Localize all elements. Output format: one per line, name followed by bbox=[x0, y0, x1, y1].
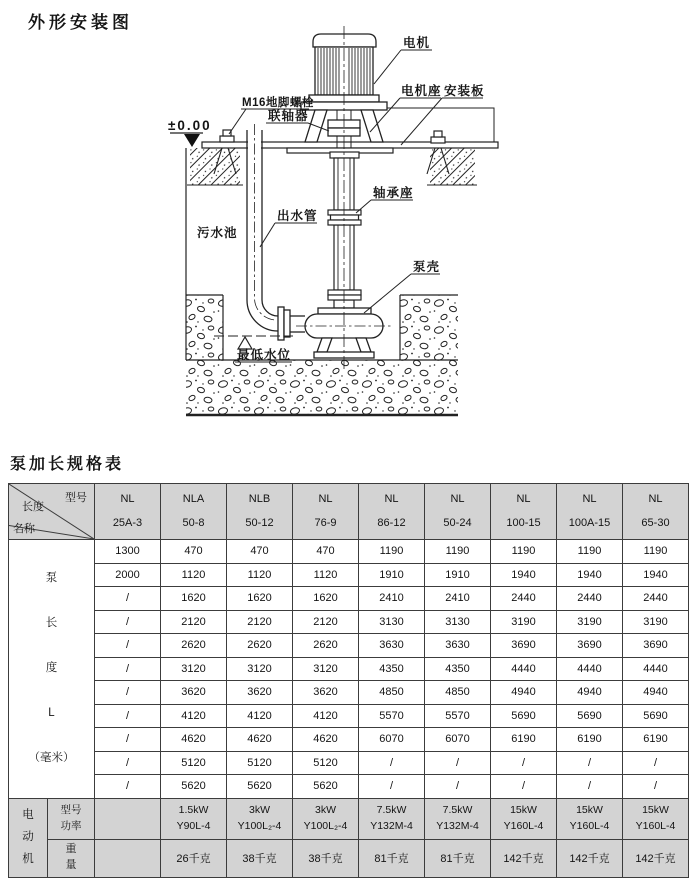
column-header: NLA 50-8 bbox=[161, 484, 227, 540]
length-cell: 1620 bbox=[227, 587, 293, 611]
bearing-seat-lower bbox=[328, 290, 361, 300]
length-cell: 2440 bbox=[557, 587, 623, 611]
length-cell: 3120 bbox=[293, 657, 359, 681]
length-cell: / bbox=[425, 751, 491, 775]
length-cell: / bbox=[359, 751, 425, 775]
table-row bbox=[9, 775, 689, 799]
motor-cap bbox=[313, 34, 376, 47]
length-cell: 3190 bbox=[491, 610, 557, 634]
outlet-pipe bbox=[247, 124, 305, 340]
length-cell: 3690 bbox=[491, 634, 557, 658]
column-header: NL 100-15 bbox=[491, 484, 557, 540]
casing-leg-left bbox=[317, 338, 332, 352]
leader-line bbox=[356, 200, 371, 213]
coupling-label: 联轴器 bbox=[268, 109, 309, 123]
length-cell: 6070 bbox=[425, 728, 491, 752]
weight-cell: 142千克 bbox=[491, 839, 557, 877]
length-cell: 1120 bbox=[293, 563, 359, 587]
header-name-label: 名称 bbox=[13, 523, 35, 535]
table-row bbox=[9, 704, 689, 728]
column-header: NL 76-9 bbox=[293, 484, 359, 540]
sewage-pool bbox=[186, 148, 458, 415]
length-cell: 3630 bbox=[425, 634, 491, 658]
length-cell: 470 bbox=[293, 540, 359, 564]
weight-cell bbox=[95, 839, 161, 877]
length-cell: / bbox=[557, 751, 623, 775]
table-row bbox=[9, 563, 689, 587]
length-cell: 1190 bbox=[623, 540, 689, 564]
power-cell: 15kW Y160L-4 bbox=[623, 798, 689, 839]
power-cell: 15kW Y160L-4 bbox=[557, 798, 623, 839]
power-cell: 1.5kW Y90L-4 bbox=[161, 798, 227, 839]
length-cell: 3120 bbox=[227, 657, 293, 681]
length-cell: 3120 bbox=[161, 657, 227, 681]
length-cell: 6190 bbox=[557, 728, 623, 752]
weight-cell: 38千克 bbox=[293, 839, 359, 877]
length-cell: 2440 bbox=[623, 587, 689, 611]
length-cell: / bbox=[623, 775, 689, 799]
power-cell: 3kW Y100L₂-4 bbox=[227, 798, 293, 839]
length-cell: 3630 bbox=[359, 634, 425, 658]
length-cell: 1940 bbox=[623, 563, 689, 587]
length-cell: 6190 bbox=[491, 728, 557, 752]
length-cell: 4440 bbox=[491, 657, 557, 681]
column-header: NLB 50-12 bbox=[227, 484, 293, 540]
table-row bbox=[9, 587, 689, 611]
bearing-seat-upper bbox=[328, 210, 361, 225]
length-cell: 3620 bbox=[227, 681, 293, 705]
bearing-seat-label: 轴承座 bbox=[373, 186, 414, 200]
length-cell: / bbox=[623, 751, 689, 775]
length-cell: 2620 bbox=[161, 634, 227, 658]
length-cell: 4620 bbox=[161, 728, 227, 752]
leader-line bbox=[374, 50, 401, 84]
weight-cell: 142千克 bbox=[623, 839, 689, 877]
length-cell: / bbox=[95, 587, 161, 611]
pump-casing-label: 泵壳 bbox=[413, 260, 441, 274]
length-cell: 4940 bbox=[623, 681, 689, 705]
power-cell: 7.5kW Y132M-4 bbox=[425, 798, 491, 839]
table-title: 泵加长规格表 bbox=[10, 456, 125, 473]
lowest-water-level-label: 最低水位 bbox=[237, 348, 292, 362]
length-cell: 1300 bbox=[95, 540, 161, 564]
length-cell: 3190 bbox=[557, 610, 623, 634]
ground-level-mark bbox=[170, 133, 203, 147]
length-cell: 5570 bbox=[359, 704, 425, 728]
length-cell: 2120 bbox=[293, 610, 359, 634]
pool-bottom-slab bbox=[186, 360, 458, 415]
length-cell: / bbox=[491, 775, 557, 799]
motor-power-row bbox=[9, 798, 689, 839]
length-cell: 5570 bbox=[425, 704, 491, 728]
length-cell: 5120 bbox=[161, 751, 227, 775]
length-cell: 5690 bbox=[623, 704, 689, 728]
length-cell: 4620 bbox=[293, 728, 359, 752]
shaft-column bbox=[328, 152, 361, 308]
length-cell: / bbox=[95, 681, 161, 705]
length-cell: 4940 bbox=[557, 681, 623, 705]
length-cell: 1940 bbox=[491, 563, 557, 587]
column-header: NL 100A-15 bbox=[557, 484, 623, 540]
length-cell: 1620 bbox=[161, 587, 227, 611]
pool-right-step bbox=[400, 295, 458, 360]
length-cell: / bbox=[359, 775, 425, 799]
table-row bbox=[9, 751, 689, 775]
length-cell: / bbox=[95, 751, 161, 775]
length-cell: 3130 bbox=[425, 610, 491, 634]
outlet-pipe-label: 出水管 bbox=[277, 209, 318, 223]
column-top-flange bbox=[330, 152, 359, 158]
power-row-label: 型号 功率 bbox=[48, 798, 95, 839]
length-cell: 2410 bbox=[425, 587, 491, 611]
length-cell: 1190 bbox=[425, 540, 491, 564]
length-cell: 4850 bbox=[359, 681, 425, 705]
length-cell: 1620 bbox=[293, 587, 359, 611]
discharge-flange bbox=[278, 307, 284, 340]
pool-left-ledge bbox=[186, 295, 223, 360]
length-cell: 1910 bbox=[359, 563, 425, 587]
table-row bbox=[9, 610, 689, 634]
diagonal-header-cell bbox=[9, 484, 95, 540]
length-cell: 1190 bbox=[359, 540, 425, 564]
casing-leg-right bbox=[356, 338, 371, 352]
column-header: NL 86-12 bbox=[359, 484, 425, 540]
length-cell: / bbox=[425, 775, 491, 799]
length-cell: 4440 bbox=[623, 657, 689, 681]
length-cell: 6190 bbox=[623, 728, 689, 752]
weight-cell: 26千克 bbox=[161, 839, 227, 877]
length-cell: 3190 bbox=[623, 610, 689, 634]
length-cell: / bbox=[491, 751, 557, 775]
weight-cell: 81千克 bbox=[359, 839, 425, 877]
length-cell: 4120 bbox=[161, 704, 227, 728]
anchor-bolt-right bbox=[431, 131, 445, 143]
motor-weight-row bbox=[9, 839, 689, 877]
weight-cell: 38千克 bbox=[227, 839, 293, 877]
length-cell: 2410 bbox=[359, 587, 425, 611]
column-header: NL 25A-3 bbox=[95, 484, 161, 540]
length-cell: 1120 bbox=[161, 563, 227, 587]
length-cell: 4350 bbox=[359, 657, 425, 681]
length-cell: 2000 bbox=[95, 563, 161, 587]
length-cell: 2120 bbox=[161, 610, 227, 634]
anchor-bolt-label: M16地脚螺栓 bbox=[242, 97, 314, 109]
level-mark-label: ±0.00 bbox=[168, 118, 212, 133]
length-cell: 5620 bbox=[161, 775, 227, 799]
table-row bbox=[9, 728, 689, 752]
power-cell bbox=[95, 798, 161, 839]
length-cell: 3690 bbox=[557, 634, 623, 658]
table-row bbox=[9, 681, 689, 705]
table-row bbox=[9, 540, 689, 564]
length-cell: 4940 bbox=[491, 681, 557, 705]
table-header-row bbox=[9, 484, 689, 540]
anchor-bolt-left bbox=[220, 130, 234, 142]
length-cell: 1190 bbox=[557, 540, 623, 564]
leader-line bbox=[229, 109, 246, 134]
length-cell: 3620 bbox=[293, 681, 359, 705]
mounting-plate-label: 安装板 bbox=[444, 84, 485, 98]
length-cell: 1120 bbox=[227, 563, 293, 587]
length-cell: 1910 bbox=[425, 563, 491, 587]
header-model-label: 型号 bbox=[65, 492, 87, 504]
motor-label: 电机 bbox=[403, 36, 431, 50]
length-cell: 4120 bbox=[227, 704, 293, 728]
length-cell: / bbox=[95, 704, 161, 728]
length-cell: 2440 bbox=[491, 587, 557, 611]
length-cell: 2620 bbox=[293, 634, 359, 658]
length-cell: / bbox=[557, 775, 623, 799]
length-cell: 3130 bbox=[359, 610, 425, 634]
length-cell: 5690 bbox=[491, 704, 557, 728]
length-cell: / bbox=[95, 728, 161, 752]
length-cell: / bbox=[95, 610, 161, 634]
weight-cell: 142千克 bbox=[557, 839, 623, 877]
length-cell: 2120 bbox=[227, 610, 293, 634]
length-cell: 3690 bbox=[623, 634, 689, 658]
length-cell: 4620 bbox=[227, 728, 293, 752]
length-cell: 1190 bbox=[491, 540, 557, 564]
length-cell: 6070 bbox=[359, 728, 425, 752]
length-cell: 470 bbox=[161, 540, 227, 564]
power-cell: 3kW Y100L₂-4 bbox=[293, 798, 359, 839]
pipe-center-line bbox=[255, 124, 277, 320]
length-cell: / bbox=[95, 775, 161, 799]
column-header: NL 50-24 bbox=[425, 484, 491, 540]
length-cell: 4440 bbox=[557, 657, 623, 681]
length-cell: / bbox=[95, 634, 161, 658]
length-cell: 4850 bbox=[425, 681, 491, 705]
length-cell: 5690 bbox=[557, 704, 623, 728]
motor-seat-label: 电机座 bbox=[401, 84, 442, 98]
header-length-label: 长度 bbox=[22, 501, 44, 513]
motor-group-label: 电 动 机 bbox=[9, 798, 48, 877]
length-cell: 3620 bbox=[161, 681, 227, 705]
length-cell: 4120 bbox=[293, 704, 359, 728]
sewage-pool-label: 污水池 bbox=[197, 226, 238, 240]
length-cell: 5620 bbox=[293, 775, 359, 799]
spec-table bbox=[8, 483, 689, 878]
length-cell: 1940 bbox=[557, 563, 623, 587]
length-cell: 5120 bbox=[293, 751, 359, 775]
page-title: 外形安装图 bbox=[28, 13, 133, 32]
length-cell: 5620 bbox=[227, 775, 293, 799]
power-cell: 15kW Y160L-4 bbox=[491, 798, 557, 839]
length-cell: 5120 bbox=[227, 751, 293, 775]
length-section-label: 泵 长 度 L （毫米） bbox=[9, 540, 95, 799]
power-cell: 7.5kW Y132M-4 bbox=[359, 798, 425, 839]
table-row bbox=[9, 657, 689, 681]
length-cell: / bbox=[95, 657, 161, 681]
column-header: NL 65-30 bbox=[623, 484, 689, 540]
length-cell: 470 bbox=[227, 540, 293, 564]
length-cell: 2620 bbox=[227, 634, 293, 658]
weight-row-label: 重 量 bbox=[48, 839, 95, 877]
weight-cell: 81千克 bbox=[425, 839, 491, 877]
length-cell: 4350 bbox=[425, 657, 491, 681]
table-row bbox=[9, 634, 689, 658]
